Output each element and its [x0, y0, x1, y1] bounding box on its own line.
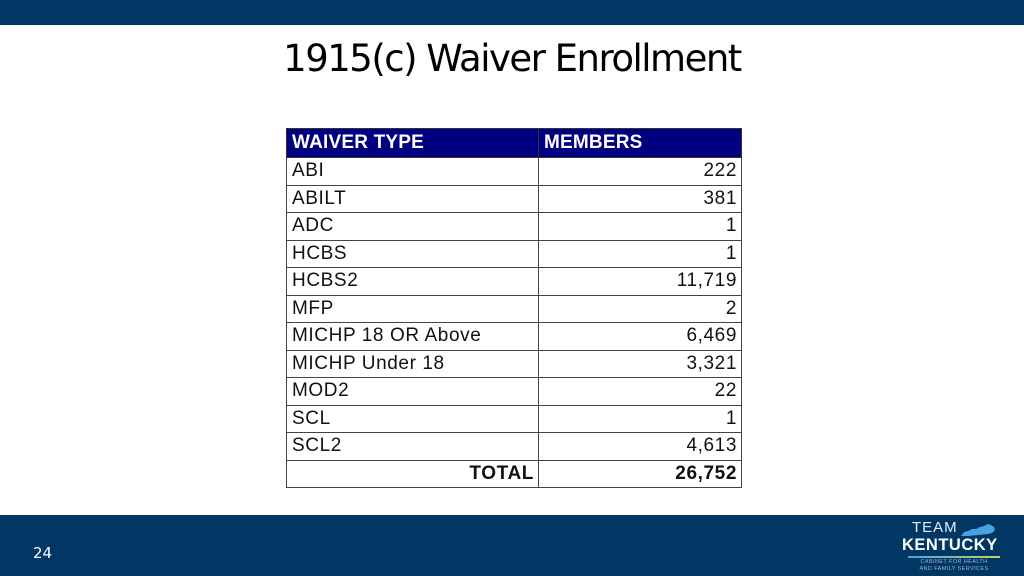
table-header-row	[287, 129, 742, 158]
table-row	[287, 295, 742, 323]
waiver-type-cell: HCBS	[287, 240, 539, 268]
table-row	[287, 433, 742, 461]
table-row	[287, 213, 742, 241]
team-kentucky-logo	[898, 519, 1008, 573]
slide-title: 1915(c) Waiver Enrollment	[283, 37, 741, 80]
logo-divider	[908, 556, 1000, 558]
logo-subtitle	[904, 559, 1004, 572]
waiver-type-cell: MICHP 18 OR Above	[287, 323, 539, 351]
logo-kentucky-text: KENTUCKY	[902, 536, 998, 554]
members-cell: 222	[539, 158, 742, 186]
waiver-type-cell: SCL2	[287, 433, 539, 461]
members-cell: 22	[539, 378, 742, 406]
table-row	[287, 158, 742, 186]
table-row	[287, 405, 742, 433]
waiver-type-cell: MICHP Under 18	[287, 350, 539, 378]
members-cell: 2	[539, 295, 742, 323]
members-cell: 4,613	[539, 433, 742, 461]
logo-subtitle-line2: AND FAMILY SERVICES	[919, 565, 989, 572]
members-cell: 11,719	[539, 268, 742, 296]
members-cell: 1	[539, 405, 742, 433]
total-row	[287, 460, 742, 488]
header-members: MEMBERS	[539, 129, 742, 158]
members-cell: 3,321	[539, 350, 742, 378]
waiver-type-cell: ADC	[287, 213, 539, 241]
table-row	[287, 268, 742, 296]
table-row	[287, 240, 742, 268]
total-label: TOTAL	[287, 460, 539, 488]
logo-team-text: TEAM	[912, 519, 958, 536]
page-number: 24	[33, 544, 53, 562]
enrollment-table	[286, 128, 742, 488]
total-members: 26,752	[539, 460, 742, 488]
waiver-type-cell: SCL	[287, 405, 539, 433]
top-banner	[0, 0, 1024, 25]
members-cell: 381	[539, 185, 742, 213]
waiver-type-cell: MOD2	[287, 378, 539, 406]
members-cell: 1	[539, 213, 742, 241]
table-row	[287, 350, 742, 378]
table-row	[287, 378, 742, 406]
table-row	[287, 323, 742, 351]
members-cell: 6,469	[539, 323, 742, 351]
footer-banner	[0, 515, 1024, 576]
logo-subtitle-line1: CABINET FOR HEALTH	[920, 559, 988, 565]
waiver-type-cell: ABI	[287, 158, 539, 186]
waiver-type-cell: ABILT	[287, 185, 539, 213]
enrollment-table-container	[286, 128, 741, 488]
waiver-type-cell: HCBS2	[287, 268, 539, 296]
kentucky-state-icon	[960, 523, 996, 537]
members-cell: 1	[539, 240, 742, 268]
header-waiver-type: WAIVER TYPE	[287, 129, 539, 158]
table-row	[287, 185, 742, 213]
waiver-type-cell: MFP	[287, 295, 539, 323]
